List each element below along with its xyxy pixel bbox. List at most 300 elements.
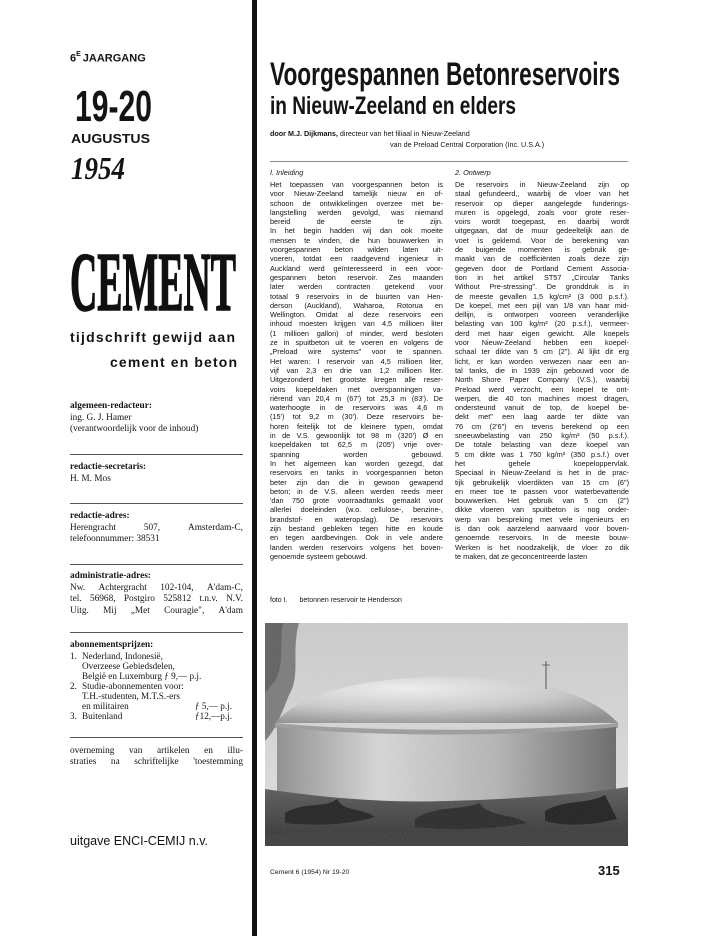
word: m: [400, 393, 407, 403]
word: In: [270, 226, 277, 236]
byline-role: directeur van het filiaal in Nieuw-Zeeland: [339, 129, 470, 138]
word: zoals: [537, 207, 555, 217]
word: 15: [582, 477, 591, 487]
word: werden: [317, 207, 342, 217]
issue-number: [72, 84, 158, 126]
word: Deze: [366, 412, 384, 422]
subscription-item-text: Buitenland: [82, 711, 123, 721]
word: gefundeerd,,: [478, 189, 520, 199]
word: aarde: [546, 412, 566, 422]
word: tot: [292, 412, 301, 422]
word: Het: [507, 496, 520, 506]
word: algemeen: [303, 458, 336, 468]
word: contracten: [336, 282, 371, 292]
magazine-subtitle-line2-text: cement en beton: [110, 354, 237, 370]
word: deze: [560, 440, 577, 450]
word: „Met: [130, 605, 150, 616]
word: de: [620, 226, 629, 236]
word: geïnteresseerd: [333, 263, 383, 273]
word: cm: [543, 347, 553, 357]
word: Omdat: [315, 310, 338, 320]
word: ontwikkelingen: [319, 198, 368, 208]
word: al: [347, 310, 354, 320]
word: 5: [584, 496, 589, 506]
word: werden: [370, 486, 395, 496]
word: berekening: [572, 235, 609, 245]
magazine-subtitle-line1-text: tijdschrift gewijd aan: [70, 329, 235, 345]
word: was: [391, 207, 404, 217]
editorial-address-phone: telefoonnummer: 38531: [70, 534, 160, 544]
word: Mij: [103, 605, 117, 616]
word: gebruik: [528, 496, 553, 506]
word: ST57: [543, 272, 562, 282]
word: hun: [367, 235, 381, 245]
word: reeds: [401, 486, 420, 496]
word: boven-: [420, 542, 443, 552]
volume-line: [70, 52, 146, 65]
word: de: [503, 254, 512, 264]
word: 4,6: [417, 403, 428, 413]
word: was: [500, 449, 514, 459]
admin-address-street: [70, 583, 243, 595]
word: het: [618, 189, 629, 199]
word: van: [512, 505, 525, 515]
word: veranderlijke: [587, 310, 629, 320]
body-text-line: [455, 524, 629, 533]
word: koepeldaken: [270, 440, 312, 450]
word: machines: [538, 393, 570, 403]
word: reservoirs: [410, 514, 443, 524]
admin-address-label: administratie-adres:: [70, 571, 151, 581]
word: de: [316, 217, 325, 227]
word: volgens: [370, 542, 396, 552]
body-text-line: [270, 217, 443, 226]
word: tamelijk: [352, 189, 378, 199]
word: in: [437, 254, 443, 264]
word: 76: [455, 421, 464, 431]
word: overneming: [70, 746, 115, 756]
body-text-line: [455, 319, 629, 328]
word: het: [499, 542, 510, 552]
word: De: [455, 440, 465, 450]
word: schoon: [270, 198, 294, 208]
word: gebouwd: [563, 365, 594, 375]
word: voorgespannen: [270, 245, 321, 255]
word: is: [608, 282, 614, 292]
body-text-line: [270, 431, 443, 440]
word: werd: [488, 384, 505, 394]
word: raadgevend: [351, 254, 390, 264]
word: Al: [577, 347, 584, 357]
word: 1939: [523, 365, 540, 375]
volume-label: JAARGANG: [82, 52, 146, 65]
word: momenten: [517, 245, 553, 255]
word: bouw-: [609, 533, 629, 543]
subscription-item-text: Overzeese Gebiedsdelen,: [82, 661, 175, 671]
body-text-line: [270, 357, 443, 366]
word: gehele: [508, 458, 531, 468]
word: in: [585, 468, 592, 478]
word: werp: [455, 514, 471, 524]
word: cm: [464, 449, 475, 459]
word: tegen: [285, 533, 304, 543]
word: en: [416, 189, 425, 199]
word: typen,: [394, 421, 415, 431]
body-text-line: [455, 180, 629, 189]
word: grootste: [339, 375, 367, 385]
body-text-line: [270, 310, 443, 319]
word: alleen: [344, 486, 364, 496]
article-title-text: Voorgespannen Betonreservoirs: [270, 56, 620, 92]
word: in: [437, 235, 443, 245]
word: beter: [270, 477, 287, 487]
word: reser-: [423, 375, 443, 385]
word: nog: [587, 505, 600, 515]
word: ook: [400, 226, 413, 236]
word: die: [349, 235, 360, 245]
subscription-item-number: 2.: [70, 681, 77, 691]
word: van: [578, 300, 591, 310]
word: uitgegaan,: [455, 226, 490, 236]
word: een: [430, 310, 443, 320]
word: vrije: [403, 440, 418, 450]
word: gemaakt: [392, 496, 421, 506]
word: allerlei: [270, 505, 292, 515]
word: overzee: [376, 198, 403, 208]
word: De: [389, 514, 400, 524]
word: in: [346, 291, 353, 301]
word: een: [330, 254, 343, 264]
word: m: [327, 412, 334, 422]
word: 1/8: [563, 300, 574, 310]
word: kg/cm²: [549, 291, 572, 301]
word: de: [554, 235, 564, 245]
word: gebruikelijk: [472, 477, 510, 487]
word: spannen.: [412, 347, 443, 357]
word: en: [620, 514, 629, 524]
header-divider: [270, 161, 628, 162]
word: een: [551, 384, 564, 394]
word: gewoonlijk: [316, 431, 351, 441]
word: op: [620, 180, 629, 189]
word: en: [434, 431, 443, 441]
word: waren:: [288, 356, 311, 366]
word: artikel: [514, 272, 534, 282]
word: De: [546, 282, 557, 292]
word: is: [574, 505, 580, 515]
word: verzocht,: [512, 384, 543, 394]
subscription-item: [70, 651, 245, 661]
word: Company: [537, 375, 569, 385]
word: het: [321, 375, 332, 385]
word: over-: [426, 440, 443, 450]
word: toe: [493, 486, 504, 496]
subscription-item-text: Nederland, Indonesië,: [82, 651, 163, 661]
word: voorgespannen: [352, 180, 403, 189]
subscription-item-text: en militairen: [82, 701, 129, 711]
word: dik: [619, 542, 629, 552]
word: het: [568, 468, 580, 478]
photo-caption-text: betonnen reservoir te Henderson: [299, 597, 402, 604]
publisher: uitgave ENCI-CEMIJ n.v.: [70, 834, 209, 848]
word: tevens: [531, 421, 554, 431]
word: 40: [505, 393, 514, 403]
word: reservoir: [455, 198, 484, 208]
word: meeste: [575, 533, 600, 543]
body-text-line: [455, 301, 629, 310]
word: vele: [559, 514, 573, 524]
body-text-line: [270, 515, 443, 524]
colophon-divider: [70, 632, 243, 633]
word: Postgiro: [123, 594, 155, 604]
word: 750: [529, 449, 542, 459]
word: totale: [473, 440, 492, 450]
word: Shore: [481, 375, 501, 385]
subscription-item-continued: [70, 671, 245, 681]
page-number: 315: [598, 863, 620, 878]
word: een: [599, 356, 612, 366]
word: m: [436, 403, 443, 413]
word: gewapend: [409, 477, 443, 487]
word: de: [558, 189, 567, 199]
word: liter: [431, 319, 443, 329]
word: waarbij: [527, 189, 551, 199]
magazine-subtitle-line1: [70, 328, 242, 347]
word: voor: [600, 365, 615, 375]
word: naar: [577, 356, 593, 366]
body-text-line: [270, 189, 443, 198]
body-text-line: [455, 236, 629, 245]
word: (2"): [617, 496, 629, 506]
word: van: [617, 412, 629, 422]
word: het: [284, 458, 296, 468]
word: haar: [595, 300, 610, 310]
word: maanden: [412, 272, 443, 282]
word: (350: [570, 449, 586, 459]
word: I: [317, 356, 320, 366]
body-text-line: [270, 208, 443, 217]
word: in: [489, 468, 496, 478]
word: Werken: [455, 542, 481, 552]
word: reservoirs: [352, 403, 385, 413]
byline-author: door M.J. Dijkmans,: [270, 129, 338, 138]
word: te: [510, 486, 517, 496]
word: dieper: [512, 198, 534, 208]
word: buigende: [475, 245, 506, 255]
word: van: [516, 347, 529, 357]
word: die: [495, 365, 505, 375]
word: vloer: [575, 189, 591, 199]
word: dragen,: [604, 393, 629, 403]
word: is: [437, 180, 443, 189]
word: (Auckland),: [304, 300, 342, 310]
word: reservoirs: [330, 542, 363, 552]
word: een: [502, 412, 515, 422]
word: en: [434, 300, 443, 310]
word: Uitg.: [70, 605, 89, 616]
word: de: [335, 403, 344, 413]
word: van: [361, 356, 374, 366]
word: 25,3: [380, 393, 395, 403]
word: (V.S.),: [577, 375, 598, 385]
body-text-line: [270, 385, 443, 394]
word: tion: [455, 272, 467, 282]
word: van: [617, 235, 629, 245]
word: andere: [420, 533, 443, 543]
word: voor: [428, 496, 443, 506]
word: feitelijk: [297, 421, 320, 431]
photo-caption-label: foto I.: [270, 597, 288, 604]
word: vooreen: [549, 310, 577, 320]
body-text-line: [455, 533, 629, 542]
word: V.S.: [296, 431, 310, 441]
body-text-line: [455, 264, 629, 273]
word: reservoirs: [270, 468, 303, 478]
word: gebleken: [322, 523, 352, 533]
word: met: [347, 384, 360, 394]
word: artikelen: [157, 746, 190, 756]
word: Voor: [530, 235, 546, 245]
word: Nieuw-Zeeland: [501, 468, 551, 478]
body-text-line: [455, 478, 629, 487]
word: noodzakelijk,: [517, 542, 560, 552]
reprint-notice: [70, 746, 243, 768]
word: nieuw: [387, 189, 407, 199]
body-text-line: [455, 385, 629, 394]
word: 525812: [163, 594, 192, 604]
word: aanvaard: [546, 523, 578, 533]
word: spanning: [270, 449, 300, 459]
word: moest: [576, 393, 597, 403]
word: worden: [508, 356, 533, 366]
word: gebruik: [582, 245, 607, 255]
body-text-line: [455, 459, 629, 468]
issue-year-text: 1954: [71, 152, 125, 184]
word: van: [128, 746, 143, 756]
word: is: [564, 245, 570, 255]
word: Uitgezonderd: [270, 375, 314, 385]
word: p.s.f.).: [608, 291, 629, 301]
word: het: [493, 272, 504, 282]
word: te: [304, 235, 311, 245]
word: niemand: [414, 207, 443, 217]
body-text-line: [270, 459, 443, 468]
word: Het: [270, 356, 282, 366]
word: hitte: [385, 523, 400, 533]
byline-author-line: [270, 128, 544, 139]
word: (83').: [411, 393, 429, 403]
word: meer: [470, 486, 487, 496]
word: liter.: [429, 365, 443, 375]
word: toegepast,: [511, 217, 546, 227]
article-subtitle: [270, 92, 522, 122]
word: tot: [356, 431, 365, 441]
word: de: [302, 198, 311, 208]
word: systems": [331, 347, 362, 357]
word: bereid: [270, 217, 291, 227]
word: beton: [424, 468, 443, 478]
word: doeleinden: [300, 505, 337, 515]
word: derd: [455, 328, 470, 338]
magazine-title-text: CEMENT: [70, 248, 236, 316]
word: gevallen: [499, 291, 527, 301]
word: landen: [270, 542, 292, 552]
word: Hen-: [427, 291, 443, 301]
word: (15'): [270, 412, 285, 422]
editorial-address-label: redactie-adres:: [70, 511, 130, 521]
word: (50: [588, 431, 600, 441]
word: voirs: [455, 217, 471, 227]
word: tel.: [70, 594, 82, 604]
word: de: [344, 421, 353, 431]
word: beton;: [270, 486, 291, 496]
word: m: [385, 431, 392, 441]
body-text-line: [455, 366, 629, 375]
word: uit-: [432, 245, 443, 255]
word: kregen: [374, 375, 397, 385]
word: ze: [270, 338, 278, 348]
word: reservoirs: [392, 412, 425, 422]
body-text-line: [455, 431, 629, 440]
word: (30').: [342, 412, 359, 422]
word: op: [494, 198, 503, 208]
word: dat: [432, 458, 443, 468]
word: ge-: [618, 245, 629, 255]
word: kleinere: [360, 421, 387, 431]
colophon-divider: [70, 737, 243, 738]
subscription-item-continued: [70, 701, 245, 711]
word: is: [477, 235, 484, 245]
word: (320'): [397, 431, 417, 441]
word: de: [515, 226, 524, 236]
word: gebouwd.: [411, 449, 443, 459]
word: belasting: [501, 440, 531, 450]
body-text-line: [270, 338, 443, 347]
word: met: [411, 198, 424, 208]
volume-number: 6: [70, 52, 77, 65]
word: genoemde: [455, 533, 490, 543]
word: reservoirs: [388, 310, 421, 320]
word: in: [519, 180, 526, 189]
word: 1,2: [379, 365, 390, 375]
word: in: [319, 403, 326, 413]
body-text-line: [455, 440, 629, 449]
word: beton: [317, 272, 336, 282]
body-text-line: [455, 310, 629, 319]
subscription-price: ƒ 9,— p.j.: [164, 671, 202, 681]
word: besloten: [415, 328, 443, 338]
word: te: [396, 347, 403, 357]
word: dellijn,: [455, 310, 476, 320]
word: gedeeltelijk: [556, 226, 593, 236]
article-subtitle-text: in Nieuw-Zeeland en elders: [270, 92, 516, 120]
word: straties: [70, 757, 97, 767]
secretary-label: redactie-secretaris:: [70, 462, 147, 472]
body-text-line: [270, 319, 443, 328]
word: Het: [270, 180, 282, 189]
word: 100: [510, 319, 523, 329]
word: (205'): [376, 440, 395, 450]
word: en: [407, 523, 416, 533]
word: is: [557, 468, 563, 478]
word: is: [483, 207, 490, 217]
word: tot: [366, 393, 375, 403]
word: North: [455, 375, 473, 385]
word: vermeer-: [599, 319, 629, 329]
word: moeite: [421, 226, 443, 236]
word: gespannen: [270, 272, 307, 282]
word: van: [331, 180, 344, 189]
